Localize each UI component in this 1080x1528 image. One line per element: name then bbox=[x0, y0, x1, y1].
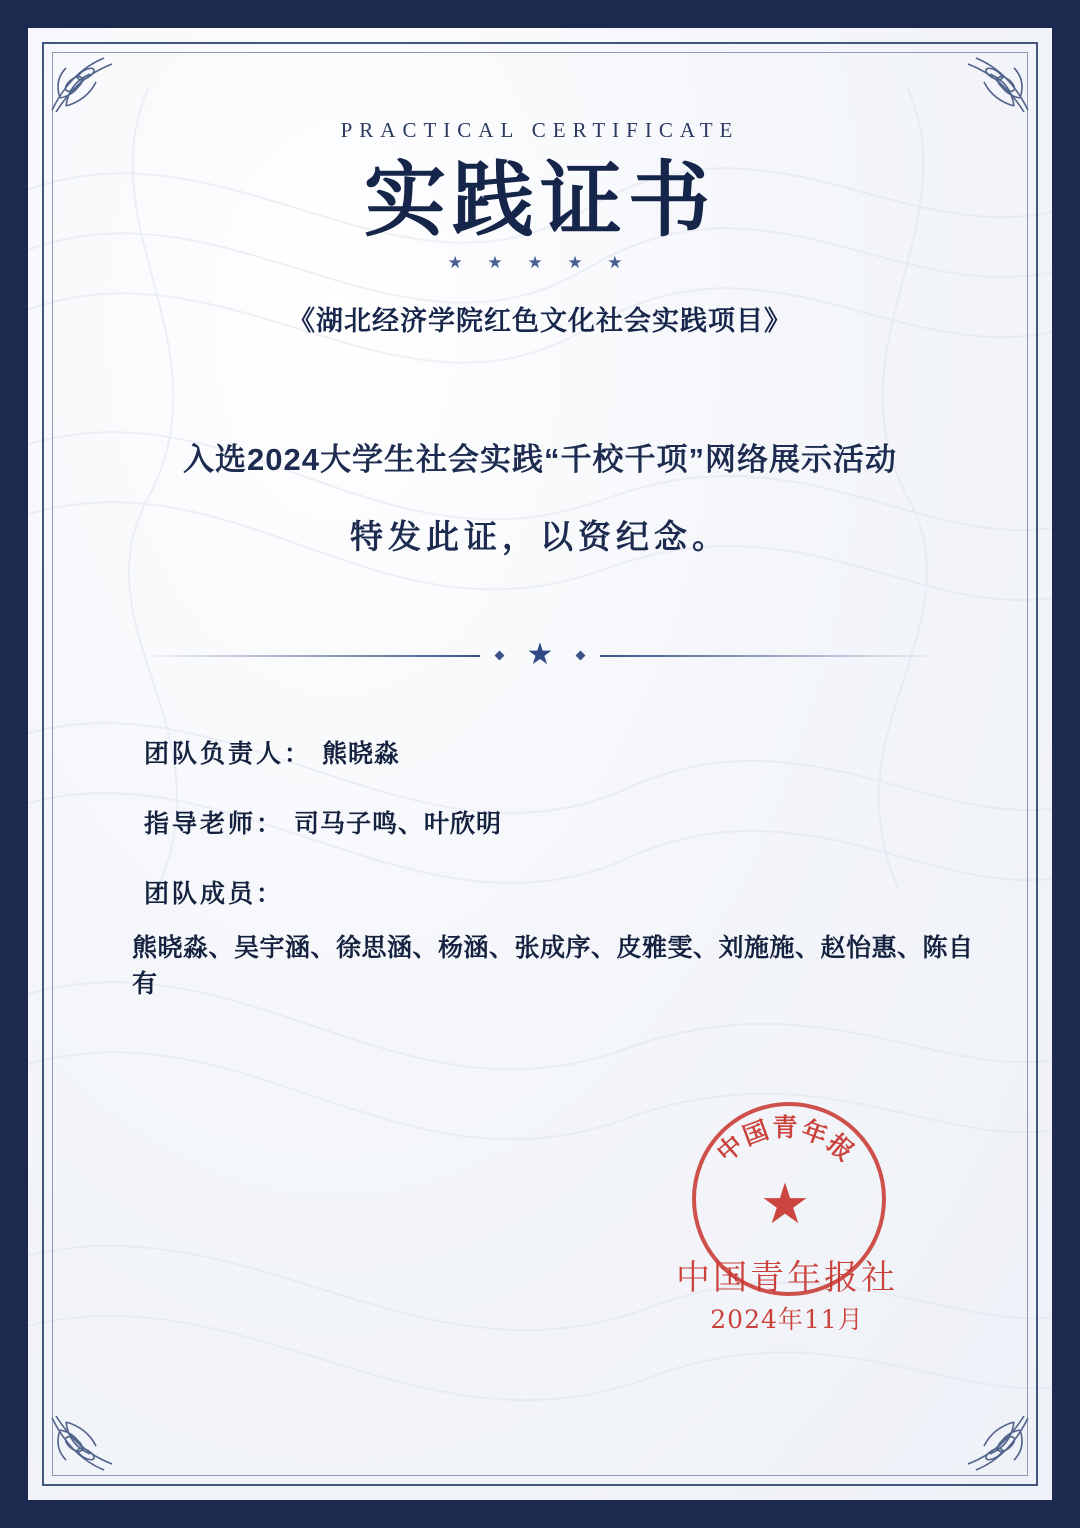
seal-star-icon: ★ bbox=[759, 1172, 811, 1235]
citation-body bbox=[98, 434, 982, 558]
divider-diamond-icon bbox=[576, 651, 586, 661]
team-leader-label: 团队负责人： bbox=[144, 740, 313, 769]
divider-rule-right bbox=[600, 655, 930, 657]
divider-star-icon: ★ bbox=[526, 638, 554, 672]
svg-text:中国青年报 bbox=[711, 1113, 861, 1168]
divider-rule-left bbox=[150, 655, 480, 657]
official-seal bbox=[676, 1102, 920, 1352]
team-leader-value: 熊晓淼 bbox=[322, 740, 401, 769]
members-label: 团队成员： bbox=[144, 880, 285, 909]
divider-diamond-icon bbox=[495, 651, 505, 661]
star-row-icon: ★ ★ ★ ★ ★ bbox=[447, 253, 633, 273]
seal-arc-label: 中国青年报 bbox=[711, 1113, 861, 1168]
citation-line-2: 特发此证，以资纪念。 bbox=[350, 518, 730, 556]
seal-date: 2024年11月 bbox=[710, 1305, 864, 1334]
advisor-label: 指导老师： bbox=[144, 810, 285, 839]
team-leader-row bbox=[144, 734, 982, 770]
certificate-paper bbox=[28, 28, 1052, 1500]
project-subtitle: 《湖北经济学院红色文化社会实践项目》 bbox=[288, 306, 792, 338]
advisor-row bbox=[144, 804, 982, 840]
advisor-value: 司马子鸣、叶欣明 bbox=[294, 810, 503, 839]
page-title: 实践证书 bbox=[363, 152, 716, 248]
citation-line-1: 入选2024大学生社会实践“千校千项”网络展示活动 bbox=[183, 442, 897, 478]
members-value: 熊晓淼、吴宇涵、徐思涵、杨涵、张成序、皮雅雯、刘施施、赵怡惠、陈自有 bbox=[132, 934, 974, 999]
certificate-eyebrow: PRACTICAL CERTIFICATE bbox=[340, 118, 740, 142]
section-divider bbox=[150, 638, 930, 672]
certificate-content bbox=[98, 88, 982, 1440]
details-block bbox=[98, 734, 982, 1000]
seal-organization: 中国青年报社 bbox=[676, 1258, 898, 1298]
